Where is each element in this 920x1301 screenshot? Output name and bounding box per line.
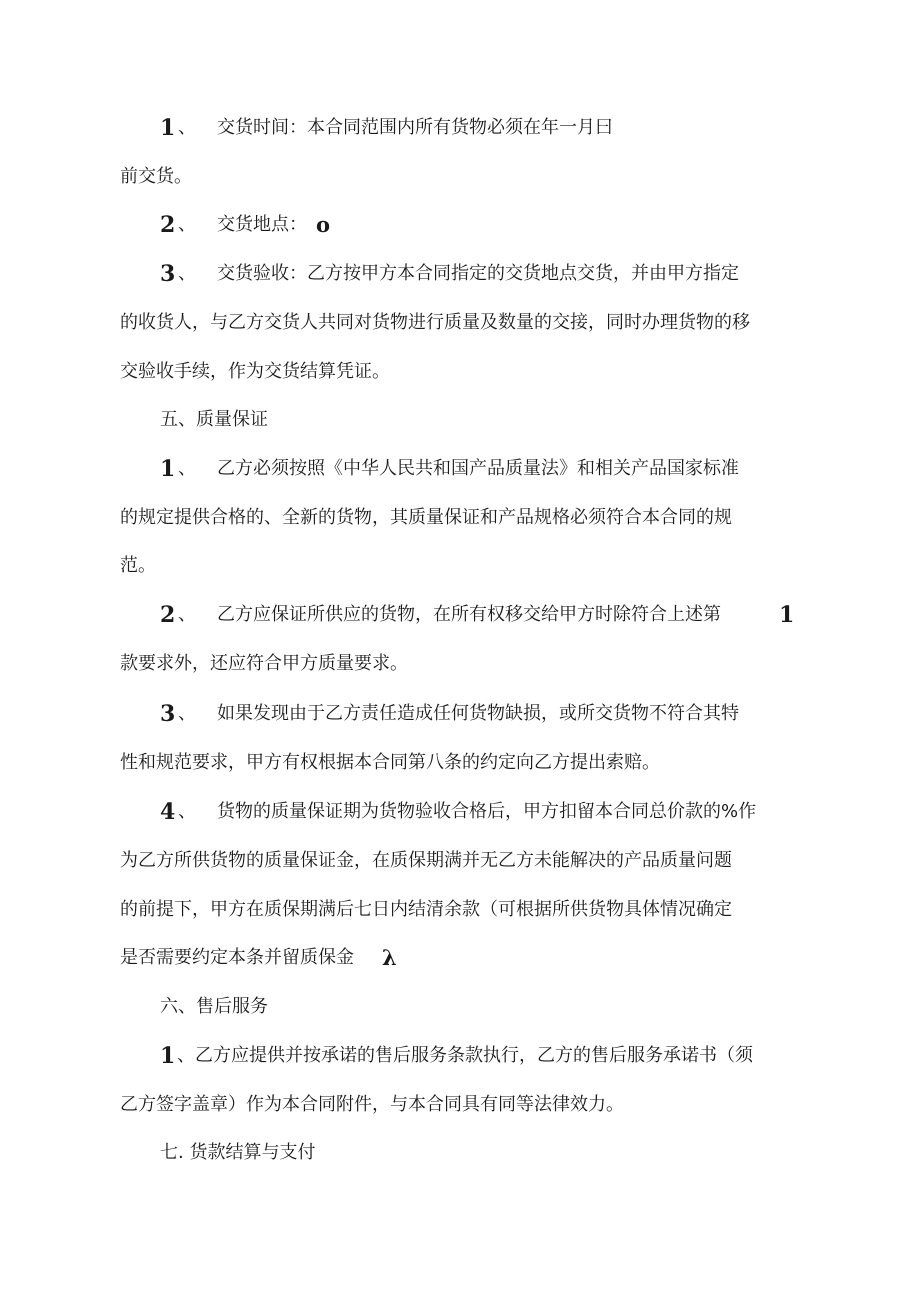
paragraph-text: 前交货。 <box>120 166 192 187</box>
paragraph-tail: λ <box>382 945 397 970</box>
paragraph-tail: o <box>316 212 331 237</box>
item-separator: 、 <box>178 263 196 284</box>
paragraph-text: 交货时间：本合同范围内所有货物必须在年一月曰 <box>217 117 613 138</box>
paragraph-text: 如果发现由于乙方责任造成任何货物缺损，或所交货物不符合其特 <box>217 703 739 724</box>
paragraph-text: 是否需要约定本条并留质保金 <box>120 947 354 968</box>
paragraph-text: 范。 <box>120 555 156 576</box>
item-number: 4 <box>160 799 176 825</box>
clause-reference-number: 1 <box>779 602 795 628</box>
paragraph-text: 的规定提供合格的、全新的货物，其质量保证和产品规格必须符合本合同的规 <box>120 507 732 528</box>
paragraph-text: 交货验收：乙方按甲方本合同指定的交货地点交货，并由甲方指定 <box>217 263 739 284</box>
item-number: 2 <box>160 212 176 238</box>
paragraph-text: 款要求外，还应符合甲方质量要求。 <box>120 653 408 674</box>
paragraph-text: 的收货人，与乙方交货人共同对货物进行质量及数量的交接，同时办理货物的移 <box>120 312 750 333</box>
item-number: 1 <box>160 115 176 141</box>
section-heading: 七. 货款结算与支付 <box>160 1142 316 1163</box>
paragraph-text: 乙方应保证所供应的货物，在所有权移交给甲方时除符合上述第 <box>217 604 721 625</box>
paragraph-text: 性和规范要求，甲方有权根据本合同第八条的约定向乙方提出索赔。 <box>120 752 660 773</box>
paragraph-text: 、乙方应提供并按承诺的售后服务条款执行，乙方的售后服务承诺书（须 <box>177 1045 753 1066</box>
paragraph-text: 交验收手续，作为交货结算凭证。 <box>120 361 390 382</box>
item-separator: 、 <box>178 604 196 625</box>
item-separator: 、 <box>178 458 196 479</box>
item-number: 2 <box>160 602 176 628</box>
paragraph-text: 乙方签字盖章）作为本合同附件，与本合同具有同等法律效力。 <box>120 1094 624 1115</box>
section-heading: 六、售后服务 <box>160 996 268 1017</box>
item-separator: 、 <box>178 117 196 138</box>
item-number: 1 <box>160 456 176 482</box>
item-separator: 、 <box>178 703 196 724</box>
paragraph-text: 交货地点： <box>217 214 307 235</box>
item-number: 1 <box>160 1043 176 1069</box>
item-number: 3 <box>160 261 176 287</box>
item-separator: 、 <box>178 214 196 235</box>
item-number: 3 <box>160 701 176 727</box>
item-separator: 、 <box>178 801 196 822</box>
section-heading: 五、质量保证 <box>160 409 268 430</box>
paragraph-text: 乙方必须按照《中华人民共和国产品质量法》和相关产品国家标准 <box>217 458 739 479</box>
paragraph-text: 货物的质量保证期为货物验收合格后，甲方扣留本合同总价款的%作 <box>217 801 757 822</box>
paragraph-text: 的前提下，甲方在质保期满后七日内结清余款（可根据所供货物具体情况确定 <box>120 899 732 920</box>
paragraph-text: 为乙方所供货物的质量保证金，在质保期满并无乙方未能解决的产品质量问题 <box>120 850 732 871</box>
